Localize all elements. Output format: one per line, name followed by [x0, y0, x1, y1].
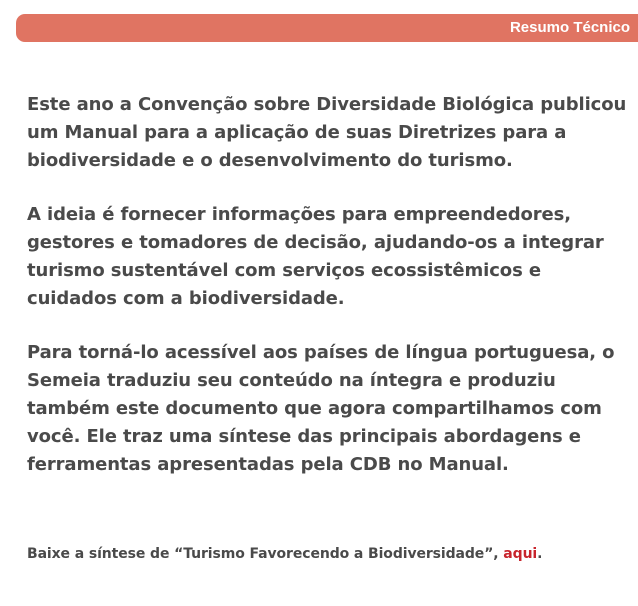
paragraph-purpose: A ideia é fornecer informações para empreendedores, gestores e tomadores de decisão, ajudando-os a integrar turismo sustentável com serviços ecossistêmicos e cuidados com a biodiversidade.: [27, 204, 604, 309]
download-prefix: Baixe a síntese de “Turismo Favorecendo a Biodiversidade”,: [27, 546, 504, 562]
paragraph-translation: Para torná-lo acessível aos países de língua portuguesa, o Semeia traduziu seu conteúdo na íntegra e produziu também este documento que agora compartilhamos com você. Ele traz uma síntese das principais abordagens e ferramentas apresentadas pela CDB no Manual.: [27, 342, 615, 475]
download-suffix: .: [537, 546, 543, 562]
download-link[interactable]: aqui: [503, 546, 538, 562]
header-bar: [16, 14, 638, 42]
download-line: [27, 543, 542, 565]
header-title: Resumo Técnico: [509, 19, 630, 36]
paragraph-intro: Este ano a Convenção sobre Diversidade Biológica publicou um Manual para a aplicação de suas Diretrizes para a biodiversidade e o desenvolvimento do turismo.: [27, 94, 627, 171]
main-content: [27, 91, 633, 479]
